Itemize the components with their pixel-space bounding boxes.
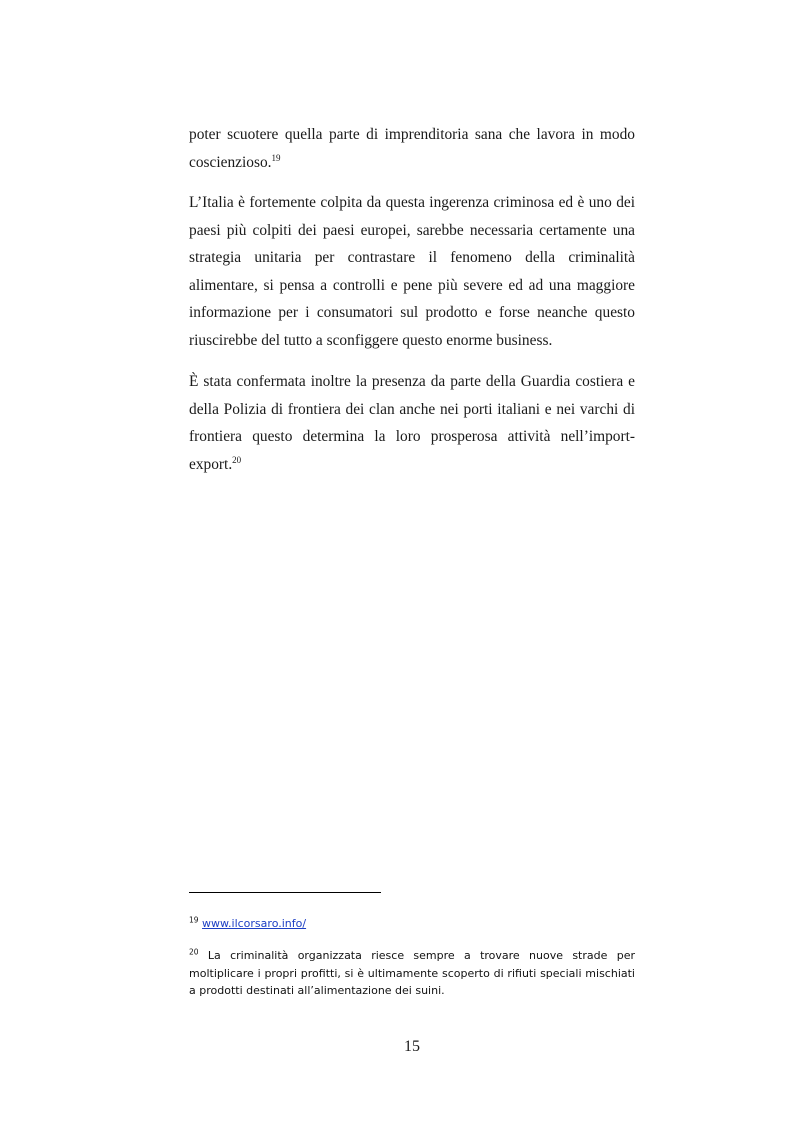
footnote-separator <box>189 892 381 893</box>
paragraph-2 <box>189 189 635 355</box>
paragraph-2-text: L’Italia è fortemente colpita da questa ingerenza criminosa ed è uno dei paesi più colpiti dei paesi europei, sarebbe necessaria certamente una strategia unitaria per contrastare il fenomeno della criminalità alimentare, si pensa a controlli e pene più severe ed ad una maggiore informazione per i consumatori sul prodotto e forse neanche questo riuscirebbe del tutto a sconfiggere questo enorme business. <box>189 194 635 349</box>
paragraph-1-text: poter scuotere quella parte di imprenditoria sana che lavora in modo coscienzioso. <box>189 126 635 171</box>
footnote-19 <box>189 915 635 933</box>
footnote-20-text: La criminalità organizzata riesce sempre a trovare nuove strade per moltiplicare i propri profitti, si è ultimamente scoperto di rifiuti speciali mischiati a prodotti destinati all’alimentazione dei suini. <box>189 949 635 997</box>
footnote-20 <box>189 947 635 1000</box>
footnote-ref-20[interactable]: 20 <box>232 454 242 465</box>
page-number: 15 <box>404 1038 420 1055</box>
footnote-19-link[interactable]: www.ilcorsaro.info/ <box>202 917 307 930</box>
footnote-20-number: 20 <box>189 947 199 957</box>
paragraph-3-text: È stata confermata inoltre la presenza da parte della Guardia costiera e della Polizia di frontiera dei clan anche nei porti italiani e nei varchi di frontiera questo determina la loro prosperosa attività nell’import-export. <box>189 373 635 473</box>
paragraph-3 <box>189 368 635 478</box>
footnote-ref-19[interactable]: 19 <box>271 152 281 163</box>
paragraph-1 <box>189 121 635 176</box>
footnote-19-number: 19 <box>189 915 199 925</box>
